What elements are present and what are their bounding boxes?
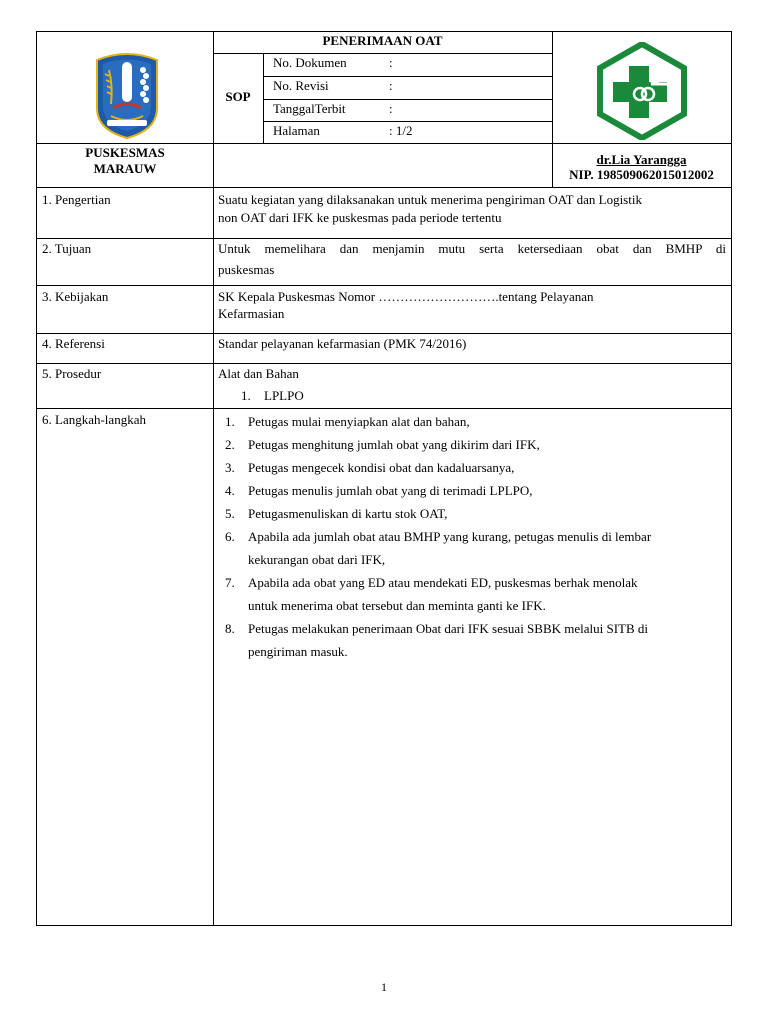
section-prosedur-line1: Alat dan Bahan <box>218 366 299 381</box>
step-num: 4. <box>225 483 235 498</box>
step-text-line2: kekurangan obat dari IFK, <box>248 552 386 567</box>
section-tujuan-line1: Untuk memelihara dan menjamin mutu serta ketersediaan obat dan BMHP di <box>218 241 726 256</box>
section-label-kebijakan: 3. Kebijakan <box>42 289 109 304</box>
step-item <box>218 502 728 525</box>
section-label-tujuan: 2. Tujuan <box>42 241 92 256</box>
section-pengertian-line1: Suatu kegiatan yang dilaksanakan untuk menerima pengiriman OAT dan Logistik <box>218 192 642 207</box>
step-text-line1: Apabila ada obat yang ED atau mendekati ED, puskesmas berhak menolak <box>248 575 638 590</box>
step-text-line2: pengiriman masuk. <box>248 644 348 659</box>
step-text: Petugas menghitung jumlah obat yang dikirim dari IFK, <box>248 437 540 452</box>
step-num: 1. <box>225 414 235 429</box>
step-item <box>218 410 728 433</box>
step-text: Petugas mulai menyiapkan alat dan bahan, <box>248 414 470 429</box>
org-name-line1: PUSKESMAS <box>85 145 165 160</box>
meta-value-tanggal: : <box>389 101 393 116</box>
step-num: 6. <box>225 529 235 544</box>
section-label-referensi: 4. Referensi <box>42 336 105 351</box>
step-text-line1: Apabila ada jumlah obat atau BMHP yang kurang, petugas menulis di lembar <box>248 529 652 544</box>
sop-content-table <box>36 188 732 926</box>
step-num: 7. <box>225 575 235 590</box>
steps-list <box>218 410 728 663</box>
step-text-line2: untuk menerima obat tersebut dan meminta ganti ke IFK. <box>248 598 546 613</box>
step-num: 2. <box>225 437 235 452</box>
step-text: Petugas mengecek kondisi obat dan kadaluarsanya, <box>248 460 515 475</box>
page-number: 1 <box>381 980 387 994</box>
section-label-prosedur: 5. Prosedur <box>42 366 102 381</box>
step-text: Petugas menulis jumlah obat yang di terimadi LPLPO, <box>248 483 533 498</box>
meta-label-dokumen: No. Dokumen <box>273 55 347 70</box>
step-item <box>218 571 728 617</box>
section-kebijakan-line2: Kefarmasian <box>218 306 285 321</box>
puskesmas-logo <box>593 42 691 140</box>
section-kebijakan-line1: SK Kepala Puskesmas Nomor ……………………….tentang Pelayanan <box>218 289 594 304</box>
meta-value-revisi: : <box>389 78 393 93</box>
step-num: 3. <box>225 460 235 475</box>
step-item <box>218 525 728 571</box>
section-pengertian-line2: non OAT dari IFK ke puskesmas pada periode tertentu <box>218 210 502 225</box>
step-num: 8. <box>225 621 235 636</box>
step-item <box>218 617 728 663</box>
step-num: 5. <box>225 506 235 521</box>
section-tujuan-line2: puskesmas <box>218 262 275 277</box>
meta-value-halaman: : 1/2 <box>389 123 413 138</box>
meta-value-dokumen: : <box>389 55 393 70</box>
meta-label-halaman: Halaman <box>273 123 320 138</box>
step-text-line1: Petugas melakukan penerimaan Obat dari IFK sesuai SBBK melalui SITB di <box>248 621 649 636</box>
document-header <box>36 31 732 188</box>
meta-label-tanggal: TanggalTerbit <box>273 101 346 116</box>
sop-label: SOP <box>225 89 251 104</box>
section-referensi-line1: Standar pelayanan kefarmasian (PMK 74/2016) <box>218 336 467 351</box>
meta-label-revisi: No. Revisi <box>273 78 329 93</box>
step-text: Petugasmenuliskan di kartu stok OAT, <box>248 506 448 521</box>
prosedur-item-text: LPLPO <box>264 388 304 403</box>
step-item <box>218 456 728 479</box>
document-title: PENERIMAAN OAT <box>322 33 443 48</box>
org-name-line2: MARAUW <box>93 161 157 176</box>
prosedur-item-num: 1. <box>241 388 251 403</box>
signer-name: dr.Lia Yarangga <box>596 152 687 167</box>
regency-crest-logo <box>93 50 161 140</box>
section-label-langkah: 6. Langkah-langkah <box>42 412 146 427</box>
section-label-pengertian: 1. Pengertian <box>42 192 111 207</box>
signer-nip: NIP. 198509062015012002 <box>569 167 714 182</box>
step-item <box>218 479 728 502</box>
step-item <box>218 433 728 456</box>
